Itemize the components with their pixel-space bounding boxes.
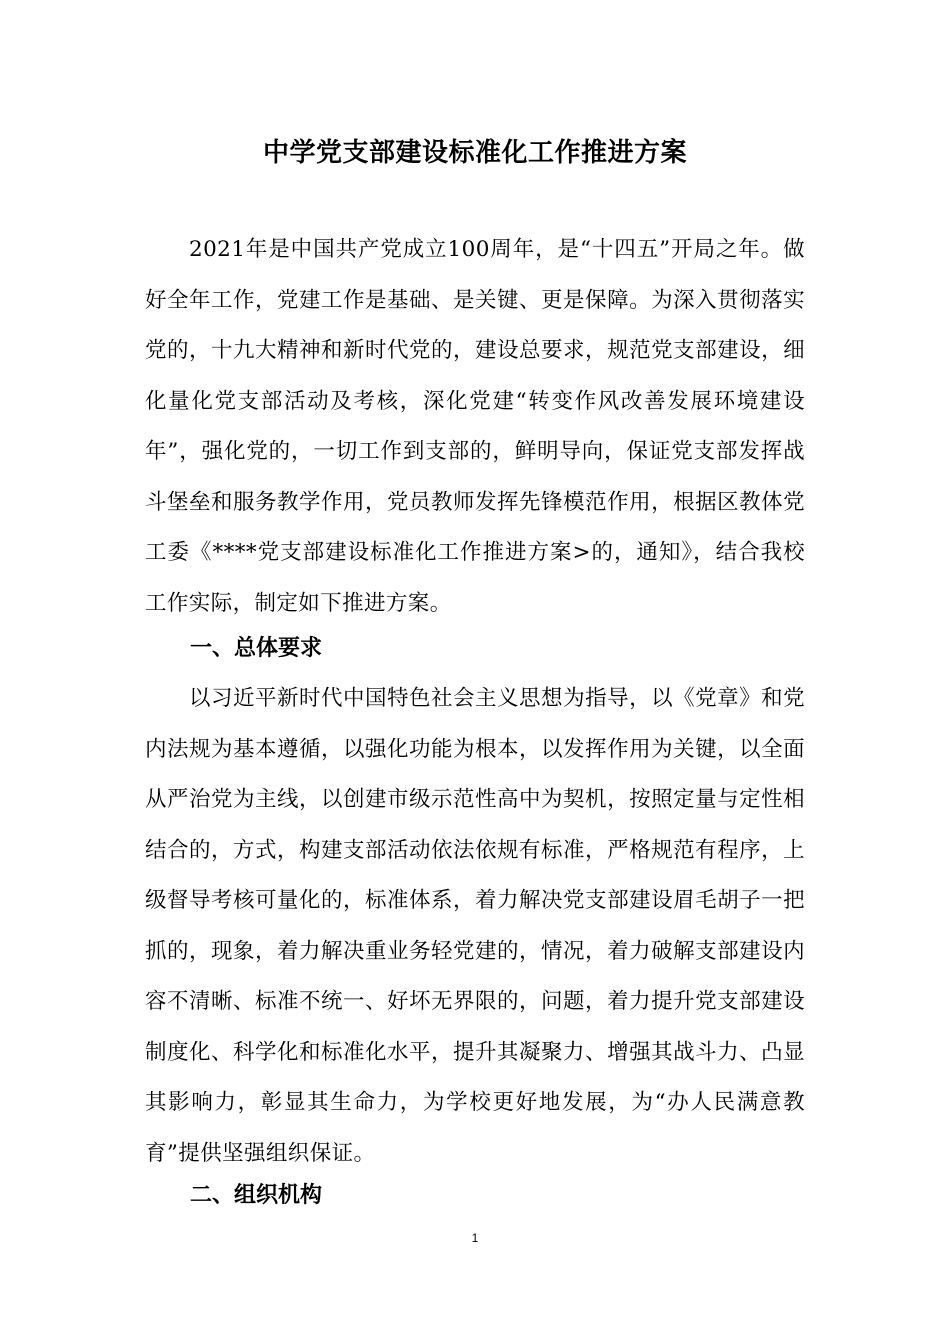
page-number: 1 [471,1231,479,1245]
section-heading-organization: 二、组织机构 [190,1183,323,1208]
page-title: 中学党支部建设标准化工作推进方案 [262,138,687,168]
section-heading-general-requirements: 一、总体要求 [190,636,323,661]
general-requirements-paragraph: 以习近平新时代中国特色社会主义思想为指导，以《党章》和党内法规为基本遵循，以强化功能为根本，以发挥作用为关键，以全面从严治党为主线，以创建市级示范性高中为契机，按照定量与定性相结合的，方式，构建支部活动依法依规有标准，严格规范有程序，上级督导考核可量化的，标准体系，着力解决党支部建设眉毛胡子一把抓的，现象，着力解决重业务轻党建的，情况，着力破解支部建设内容不清晰、标准不统一、好坏无界限的，问题，着力提升党支部建设制度化、科学化和标准化水平，提升其凝聚力、增强其战斗力、凸显其影响力，彰显其生命力，为学校更好地发展，为“办人民满意教育”提供坚强组织保证。 [145,686,805,1166]
intro-paragraph: 2021年是中国共产党成立100周年，是“十四五”开局之年。做好全年工作，党建工作是基础、是关键、更是保障。为深入贯彻落实党的，十九大精神和新时代党的，建设总要求，规范党支部建设，细化量化党支部活动及考核，深化党建“转变作风改善发展环境建设年”，强化党的，一切工作到支部的，鲜明导向，保证党支部发挥战斗堡垒和服务教学作用，党员教师发挥先锋模范作用，根据区教体党工委《****党支部建设标准化工作推进方案>的，通知》，结合我校工作实际，制定如下推进方案。 [145,237,805,616]
